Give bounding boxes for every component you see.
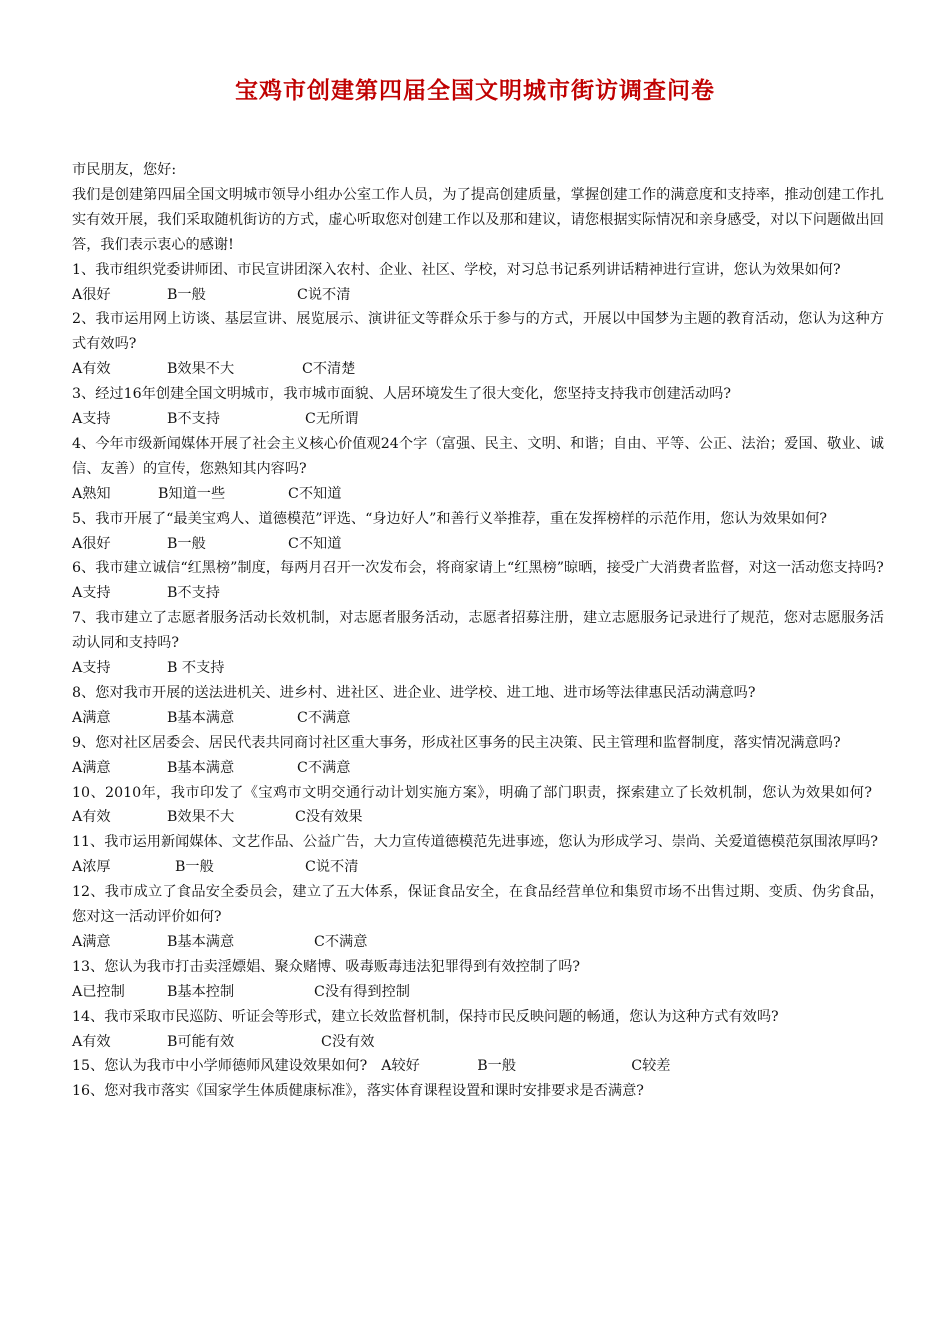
question-text: 2、我市运用网上访谈、基层宣讲、展览展示、演讲征文等群众乐于参与的方式，开展以中国梦为主题的教育活动，您认为这种方式有效吗? bbox=[72, 311, 884, 353]
option[interactable]: B效果不大 bbox=[167, 361, 235, 378]
document-title: 宝鸡市创建第四届全国文明城市街访调查问卷 bbox=[235, 78, 715, 104]
question-text: 14、我市采取市民巡防、听证会等形式，建立长效监督机制，保持市民反映问题的畅通，您认为这种方式有效吗? bbox=[72, 1008, 779, 1025]
option[interactable]: A较好 bbox=[381, 1058, 420, 1075]
option[interactable]: B基本控制 bbox=[167, 983, 235, 1000]
option[interactable]: C不满意 bbox=[297, 709, 351, 726]
question-text: 12、我市成立了食品安全委员会，建立了五大体系，保证食品安全，在食品经营单位和集贸市场不出售过期、变质、伪劣食品，您对这一活动评价如何? bbox=[72, 884, 884, 926]
question-options bbox=[72, 532, 884, 557]
option[interactable]: A浓厚 bbox=[72, 859, 111, 876]
option[interactable]: C没有效 bbox=[321, 1033, 375, 1050]
question-options bbox=[72, 581, 884, 606]
option[interactable]: B不支持 bbox=[167, 411, 220, 428]
question-options bbox=[72, 930, 884, 955]
intro-paragraph: 我们是创建第四届全国文明城市领导小组办公室工作人员，为了提高创建质量，掌握创建工作的满意度和支持率，推动创建工作扎实有效开展，我们采取随机街访的方式，虚心听取您对创建工作以及那和建议，请您根据实际情况和亲身感受，对以下问题做出回答，我们表示衷心的感谢! bbox=[72, 186, 884, 253]
question-options bbox=[72, 357, 884, 382]
question-text: 1、我市组织党委讲师团、市民宣讲团深入农村、企业、社区、学校，对习总书记系列讲话精神进行宣讲，您认为效果如何? bbox=[72, 261, 841, 278]
option[interactable]: C不知道 bbox=[288, 485, 342, 502]
question-text: 16、您对我市落实《国家学生体质健康标准》，落实体育课程设置和课时安排要求是否满意? bbox=[72, 1083, 644, 1100]
question-options bbox=[72, 407, 884, 432]
question-text: 7、我市建立了志愿者服务活动长效机制，对志愿者服务活动，志愿者招募注册，建立志愿服务记录进行了规范，您对志愿服务活动认同和支持吗? bbox=[72, 610, 884, 652]
option[interactable]: C较差 bbox=[631, 1058, 671, 1075]
option[interactable]: A满意 bbox=[72, 933, 111, 950]
option[interactable]: B一般 bbox=[477, 1058, 517, 1075]
option[interactable]: B基本满意 bbox=[167, 933, 235, 950]
question-text: 3、经过16年创建全国文明城市，我市城市面貌、人居环境发生了很大变化，您坚持支持我市创建活动吗? bbox=[72, 386, 731, 403]
option[interactable]: A有效 bbox=[72, 809, 111, 826]
question-options bbox=[72, 482, 884, 507]
option[interactable]: B一般 bbox=[175, 859, 214, 876]
option[interactable]: A很好 bbox=[72, 535, 111, 552]
option[interactable]: C没有效果 bbox=[295, 809, 363, 826]
question-options bbox=[72, 283, 884, 308]
question-block bbox=[72, 781, 884, 831]
question-options bbox=[72, 656, 884, 681]
option[interactable]: A有效 bbox=[72, 361, 111, 378]
greeting: 市民朋友，您好: bbox=[72, 162, 177, 178]
option[interactable]: C没有得到控制 bbox=[314, 983, 410, 1000]
option[interactable]: A有效 bbox=[72, 1033, 111, 1050]
option[interactable]: B知道一些 bbox=[158, 485, 226, 502]
question-text: 10、2010年，我市印发了《宝鸡市文明交通行动计划实施方案》，明确了部门职责，探索建立了长效机制，您认为效果如何? bbox=[72, 784, 872, 801]
question-text: 4、今年市级新闻媒体开展了社会主义核心价值观24个字（富强、民主、文明、和谐；自由、平等、公正、法治；爱国、敬业、诚信、友善）的宣传，您熟知其内容吗? bbox=[72, 435, 884, 477]
option[interactable]: A支持 bbox=[72, 660, 111, 677]
question-text: 11、我市运用新闻媒体、文艺作品、公益广告，大力宣传道德模范先进事迹，您认为形成学习、崇尚、关爱道德模范氛围浓厚吗? bbox=[72, 834, 878, 851]
option[interactable]: C说不清 bbox=[297, 286, 351, 303]
option[interactable]: C不清楚 bbox=[302, 361, 356, 378]
document-body bbox=[72, 158, 884, 1104]
question-text: 9、您对社区居委会、居民代表共同商讨社区重大事务，形成社区事务的民主决策、民主管理和监督制度，落实情况满意吗? bbox=[72, 734, 841, 751]
option[interactable]: B可能有效 bbox=[167, 1033, 235, 1050]
question-options bbox=[72, 855, 884, 880]
question-text: 5、我市开展了“最美宝鸡人、道德模范”评选、“身边好人”和善行义举推荐，重在发挥榜样的示范作用，您认为效果如何? bbox=[72, 510, 828, 527]
option[interactable]: A熟知 bbox=[72, 485, 111, 502]
option[interactable]: A满意 bbox=[72, 709, 111, 726]
option[interactable]: B 不支持 bbox=[167, 660, 225, 677]
question-text: 15、您认为我市中小学师德师风建设效果如何? bbox=[72, 1058, 368, 1075]
option[interactable]: B一般 bbox=[167, 535, 206, 552]
option[interactable]: B不支持 bbox=[167, 585, 220, 602]
option[interactable]: A支持 bbox=[72, 585, 111, 602]
question-options bbox=[72, 1030, 884, 1055]
option[interactable]: A满意 bbox=[72, 759, 111, 776]
question-options bbox=[72, 706, 884, 731]
question-block bbox=[72, 1054, 884, 1079]
option[interactable]: B基本满意 bbox=[167, 709, 235, 726]
option[interactable]: C说不清 bbox=[305, 859, 359, 876]
option[interactable]: C无所谓 bbox=[305, 411, 359, 428]
question-text: 13、您认为我市打击卖淫嫖娼、聚众赌博、吸毒贩毒违法犯罪得到有效控制了吗? bbox=[72, 958, 581, 975]
option[interactable]: C不满意 bbox=[297, 759, 351, 776]
option[interactable]: A支持 bbox=[72, 411, 111, 428]
option[interactable]: C不满意 bbox=[314, 933, 368, 950]
question-options bbox=[72, 756, 884, 781]
option[interactable]: B一般 bbox=[167, 286, 206, 303]
option[interactable]: B基本满意 bbox=[167, 759, 235, 776]
option[interactable]: C不知道 bbox=[288, 535, 342, 552]
option[interactable]: B效果不大 bbox=[167, 809, 235, 826]
option[interactable]: A已控制 bbox=[72, 983, 125, 1000]
question-options bbox=[72, 980, 884, 1005]
option[interactable]: A很好 bbox=[72, 286, 111, 303]
question-text: 6、我市建立诚信“红黑榜”制度，每两月召开一次发布会，将商家请上“红黑榜”晾晒，接受广大消费者监督，对这一活动您支持吗? bbox=[72, 560, 884, 577]
question-text: 8、您对我市开展的送法进机关、进乡村、进社区、进企业、进学校、进工地、进市场等法律惠民活动满意吗? bbox=[72, 684, 756, 701]
